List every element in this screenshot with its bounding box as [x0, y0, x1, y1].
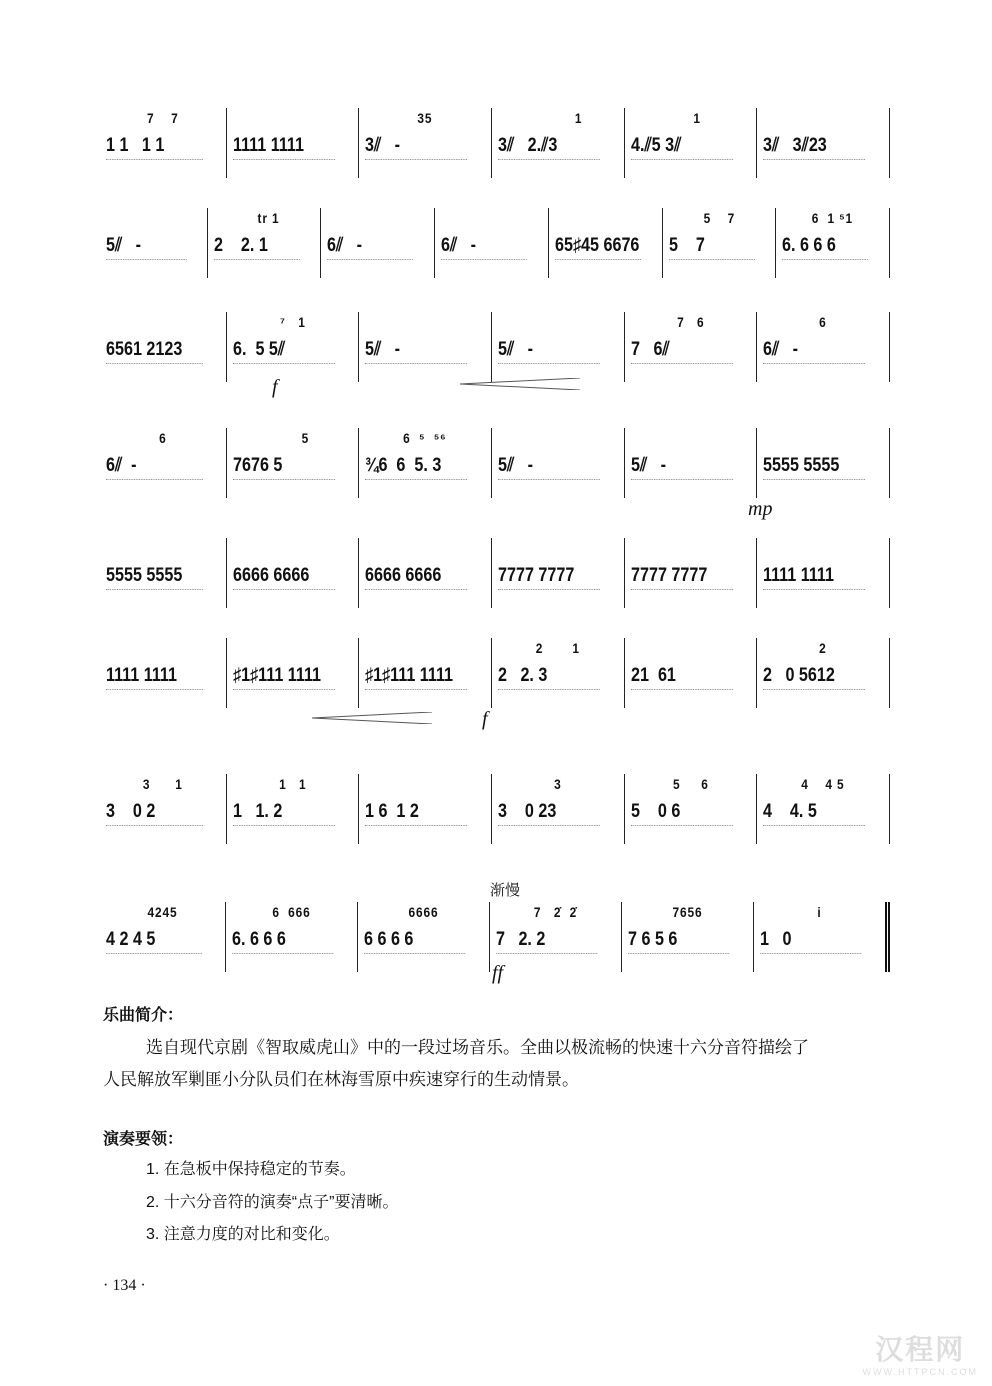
notes: 7777 7777: [631, 565, 733, 590]
measure: [226, 902, 358, 972]
upper-voice: 1 1: [278, 776, 307, 792]
dynamic-forte: f: [272, 376, 278, 398]
upper-voice: 7 7: [147, 110, 179, 126]
dynamic-mezzo-piano: mp: [748, 498, 773, 520]
upper-voice: 5: [276, 430, 309, 446]
score-line: [100, 428, 890, 498]
upper-voice: 1: [533, 110, 583, 126]
tip-item: 1. 在急板中保持稳定的节奏。: [146, 1161, 356, 1178]
notes: 4 4. 5: [763, 801, 865, 826]
score-line: [100, 108, 890, 178]
upper-voice: 7 6: [676, 314, 705, 330]
measure: [492, 428, 625, 498]
upper-voice: 7 2̇ 2̇: [533, 904, 578, 920]
notes: 5⫽ -: [498, 339, 600, 364]
notes: 7777 7777: [498, 565, 600, 590]
crescendo-hairpin: [312, 712, 432, 724]
measure: [227, 108, 360, 178]
notes: 5 0 6: [631, 801, 733, 826]
upper-voice: 5 7: [703, 210, 735, 226]
notes: ♯1♯111 1111: [365, 665, 467, 690]
measure: [435, 208, 549, 278]
tip-item: 2. 十六分音符的演奏“点子”要清晰。: [146, 1194, 399, 1211]
upper-voice: 6: [159, 430, 167, 446]
measure: [757, 774, 890, 844]
notes: 5⫽ -: [106, 235, 187, 260]
measure: [321, 208, 435, 278]
measure: [549, 208, 663, 278]
upper-voice: 6 ⁵ ⁵⁶: [403, 430, 447, 446]
measure: [625, 538, 758, 608]
tempo-marking: 渐慢: [490, 882, 521, 899]
measure: [100, 428, 227, 498]
notes: 6. 5 5⫽: [233, 339, 335, 364]
notes: 5 7: [669, 235, 755, 260]
score-line: [100, 312, 890, 382]
upper-voice: ⁷ 1: [279, 314, 306, 330]
measure: [100, 538, 227, 608]
notes: 5555 5555: [763, 455, 865, 480]
measure: [100, 312, 227, 382]
measure: [492, 108, 625, 178]
intro-text-line2: 人民解放军剿匪小分队员们在林海雪原中疾速穿行的生动情景。: [103, 1070, 579, 1089]
upper-voice: 3 1: [142, 776, 183, 792]
notes: 6⫽ -: [441, 235, 527, 260]
score-line: [100, 638, 890, 708]
upper-voice: 6 666: [272, 904, 311, 920]
notes: 2 2. 1: [214, 235, 300, 260]
measure: [625, 108, 758, 178]
upper-voice: 2: [819, 640, 827, 656]
upper-voice: 5 6: [672, 776, 709, 792]
notes: 4 2 4 5: [106, 929, 202, 954]
measure: [625, 774, 758, 844]
measure: [227, 312, 360, 382]
notes: 1111 1111: [106, 665, 203, 690]
measure: [100, 638, 227, 708]
notes: 7 6⫽: [631, 339, 733, 364]
measure: [492, 538, 625, 608]
notes: 6⫽ -: [327, 235, 413, 260]
notes: 7 2. 2: [496, 929, 597, 954]
notes: 3 0 23: [498, 801, 600, 826]
dynamic-fortissimo: ff: [492, 962, 504, 984]
measure: [492, 774, 625, 844]
upper-voice: 6666: [408, 904, 439, 920]
watermark-url: WWW.HTTPCN.COM: [862, 1367, 978, 1377]
measure: [757, 638, 890, 708]
notes: 5⫽ -: [498, 455, 600, 480]
score-line: [100, 774, 890, 844]
measure: [359, 538, 492, 608]
upper-voice: tr 1: [248, 210, 280, 226]
notes: 7676 5: [233, 455, 335, 480]
notes: 2 0 5612: [763, 665, 865, 690]
intro-text-line1: 选自现代京剧《智取威虎山》中的一段过场音乐。全曲以极流畅的快速十六分音符描绘了: [146, 1038, 809, 1057]
measure: [757, 428, 890, 498]
notes: 7 6 5 6: [628, 929, 729, 954]
notes: 1 6 1 2: [365, 801, 467, 826]
upper-voice: 6 1 ⁵1: [812, 210, 854, 226]
intro-heading: 乐曲简介：: [103, 1007, 184, 1024]
measure: [227, 638, 360, 708]
upper-voice: 4 4 5: [801, 776, 845, 792]
notes: 4.⫽5 3⫽: [631, 135, 733, 160]
notes: 6. 6 6 6: [232, 929, 333, 954]
measure: [754, 902, 890, 972]
notes: 3⫽ 3⫽23: [763, 135, 865, 160]
measure: [492, 638, 625, 708]
notes: 5⫽ -: [365, 339, 467, 364]
measure: [227, 428, 360, 498]
measure: [625, 638, 758, 708]
notes: 5⫽ -: [631, 455, 733, 480]
notes: 5555 5555: [106, 565, 203, 590]
notes: 6 6 6 6: [364, 929, 465, 954]
measure: [622, 902, 754, 972]
tips-heading: 演奏要领：: [103, 1131, 184, 1148]
notes: 3⫽ 2.⫽3: [498, 135, 600, 160]
measure: [359, 108, 492, 178]
notes: 65♯45 6676: [555, 235, 641, 260]
notes: 6. 6 6 6: [782, 235, 868, 260]
measure: [625, 312, 758, 382]
notes: 6561 2123: [106, 339, 203, 364]
notes: 6666 6666: [365, 565, 467, 590]
measure: [100, 902, 226, 972]
notes: 6⫽ -: [106, 455, 203, 480]
upper-voice: 35: [417, 110, 433, 126]
watermark-name: 汉程网: [875, 1334, 966, 1365]
notes: 6⫽ -: [763, 339, 865, 364]
measure: [358, 902, 490, 972]
measure: [359, 774, 492, 844]
page-number: · 134 ·: [103, 1277, 146, 1294]
measure: [757, 312, 890, 382]
notes: 6666 6666: [233, 565, 335, 590]
notes: 1 0: [760, 929, 861, 954]
notes: 1 1 1 1: [106, 135, 203, 160]
notes: 1111 1111: [233, 135, 335, 160]
notes: ¾6 6 5. 3: [365, 455, 467, 480]
measure: [100, 208, 208, 278]
upper-voice: 4245: [147, 904, 178, 920]
notes: 1111 1111: [763, 565, 865, 590]
decrescendo-hairpin: [460, 378, 580, 390]
measure: [100, 774, 227, 844]
notes: 1 1. 2: [233, 801, 335, 826]
measure: [490, 902, 622, 972]
measure: [359, 638, 492, 708]
score-line: [100, 208, 890, 278]
upper-voice: 3: [554, 776, 562, 792]
score-line: [100, 538, 890, 608]
upper-voice: 1: [680, 110, 701, 126]
upper-voice: i: [817, 904, 822, 920]
measure: [625, 428, 758, 498]
measure: [100, 108, 227, 178]
notes: 21 61: [631, 665, 733, 690]
upper-voice: 7656: [672, 904, 703, 920]
upper-voice: 6: [819, 314, 827, 330]
measure: [757, 108, 890, 178]
tip-item: 3. 注意力度的对比和变化。: [146, 1226, 340, 1243]
upper-voice: 2 1: [535, 640, 580, 656]
measure: [359, 428, 492, 498]
notes: 2 2. 3: [498, 665, 600, 690]
notes: ♯1♯111 1111: [233, 665, 335, 690]
dynamic-forte: f: [482, 708, 488, 730]
notes: 3⫽ -: [365, 135, 467, 160]
measure: [227, 538, 360, 608]
measure: [776, 208, 890, 278]
measure: [227, 774, 360, 844]
measure: [359, 312, 492, 382]
measure: [663, 208, 777, 278]
watermark-logo: [863, 1334, 978, 1378]
measure: [492, 312, 625, 382]
notes: 3 0 2: [106, 801, 203, 826]
measure: [208, 208, 322, 278]
measure: [757, 538, 890, 608]
